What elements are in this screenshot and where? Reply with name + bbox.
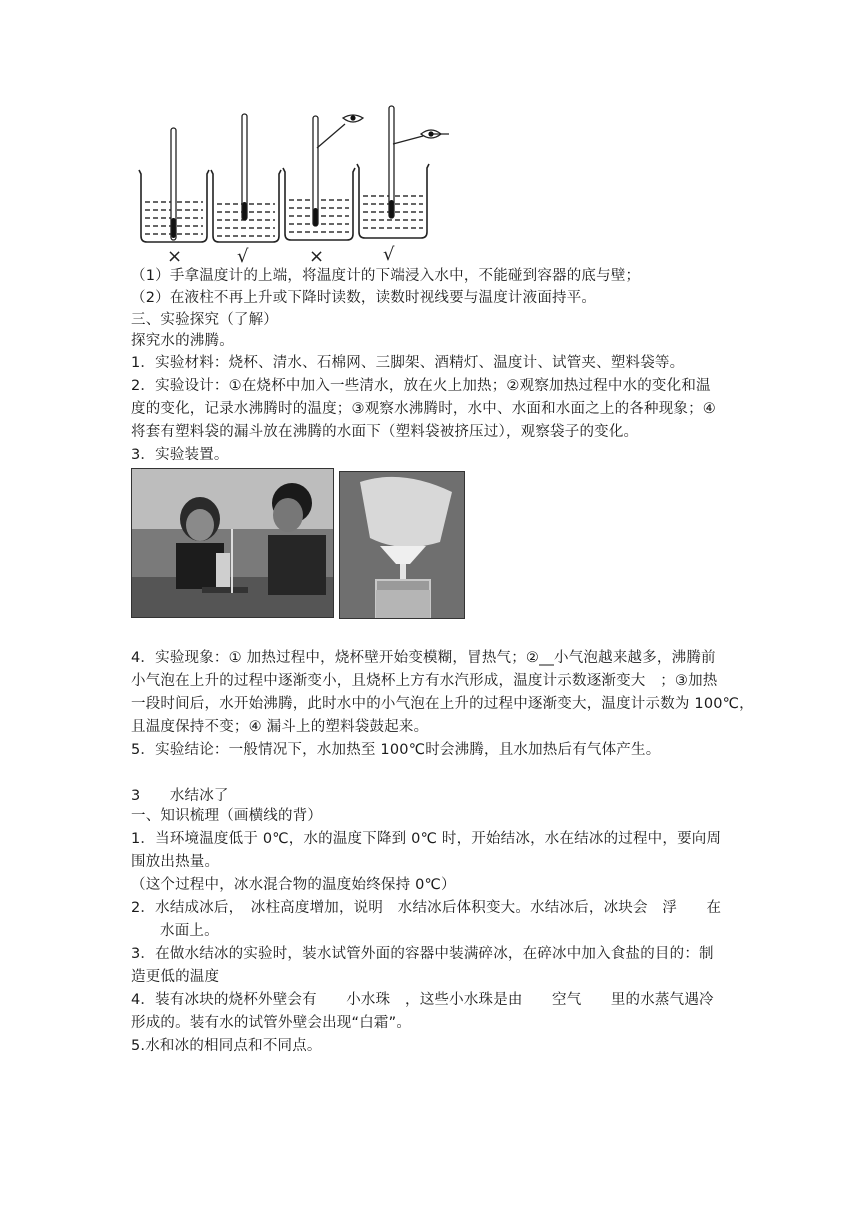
text-line: （2）在液柱不再上升或下降时读数，读数时视线要与温度计液面持平。 [131,290,597,306]
text-line: 2．水结成冰后， 冰柱高度增加，说明 水结冰后体积变大。水结冰后，冰块会 浮 在 [131,900,722,916]
experiment-photo-students [131,468,334,618]
mark-2: √ [237,246,249,264]
mark-1: × [167,246,183,264]
text-line: 形成的。装有水的试管外壁会出现“白霜”。 [131,1015,412,1031]
experiment-photo-funnel [339,471,465,619]
thermometer-usage-figure [131,96,461,264]
text-line: 探究水的沸腾。 [131,333,234,349]
text-line: 度的变化，记录水沸腾时的温度；③观察水沸腾时，水中、水面和水面之上的各种现象；④ [131,401,716,417]
section-heading: 三、实验探究（了解） [131,312,278,328]
text-line: 4．实验现象：① 加热过程中，烧杯壁开始变模糊，冒热气；②__小气泡越来越多，沸腾前 [131,650,716,666]
text-line: 3．实验装置。 [131,447,229,463]
section-heading: 一、知识梳理（画横线的背） [131,808,323,824]
text-line: 4．装有冰块的烧杯外壁会有 小水珠 ，这些小水珠是由 空气 里的水蒸气遇冷 [131,992,714,1008]
text-line: 3．在做水结冰的实验时，装水试管外面的容器中装满碎冰，在碎冰中加入食盐的目的：制 [131,946,714,962]
text-line: 且温度保持不变；④ 漏斗上的塑料袋鼓起来。 [131,719,429,735]
text-line: 小气泡在上升的过程中逐渐变小，且烧杯上方有水汽形成，温度计示数逐渐变大 ；③加热 [131,673,718,689]
text-line: 围放出热量。 [131,854,220,870]
text-line: 5．实验结论：一般情况下，水加热至 100℃时会沸腾，且水加热后有气体产生。 [131,742,661,758]
text-line: 一段时间后，水开始沸腾，此时水中的小气泡在上升的过程中逐渐变大，温度计示数为 100℃， [131,696,754,712]
text-line: 1．实验材料：烧杯、清水、石棉网、三脚架、酒精灯、温度计、试管夹、塑料袋等。 [131,355,685,371]
text-line: 1．当环境温度低于 0℃，水的温度下降到 0℃ 时，开始结冰，水在结冰的过程中，要向周 [131,831,722,847]
chapter-heading: 3 水结冰了 [131,788,229,804]
text-line: 2．实验设计：①在烧杯中加入一些清水，放在火上加热；②观察加热过程中水的变化和温 [131,378,711,394]
text-line: 5.水和冰的相同点和不同点。 [131,1038,322,1054]
text-line: （这个过程中，冰水混合物的温度始终保持 0℃） [131,877,456,893]
text-line: （1）手拿温度计的上端，将温度计的下端浸入水中，不能碰到容器的底与壁； [131,268,641,284]
text-line: 水面上。 [160,923,219,939]
text-line: 造更低的温度 [131,969,220,985]
thermometer-diagram [131,96,461,264]
text-line: 将套有塑料袋的漏斗放在沸腾的水面下（塑料袋被挤压过），观察袋子的变化。 [131,424,639,440]
mark-3: × [309,246,325,264]
mark-4: √ [383,244,395,264]
